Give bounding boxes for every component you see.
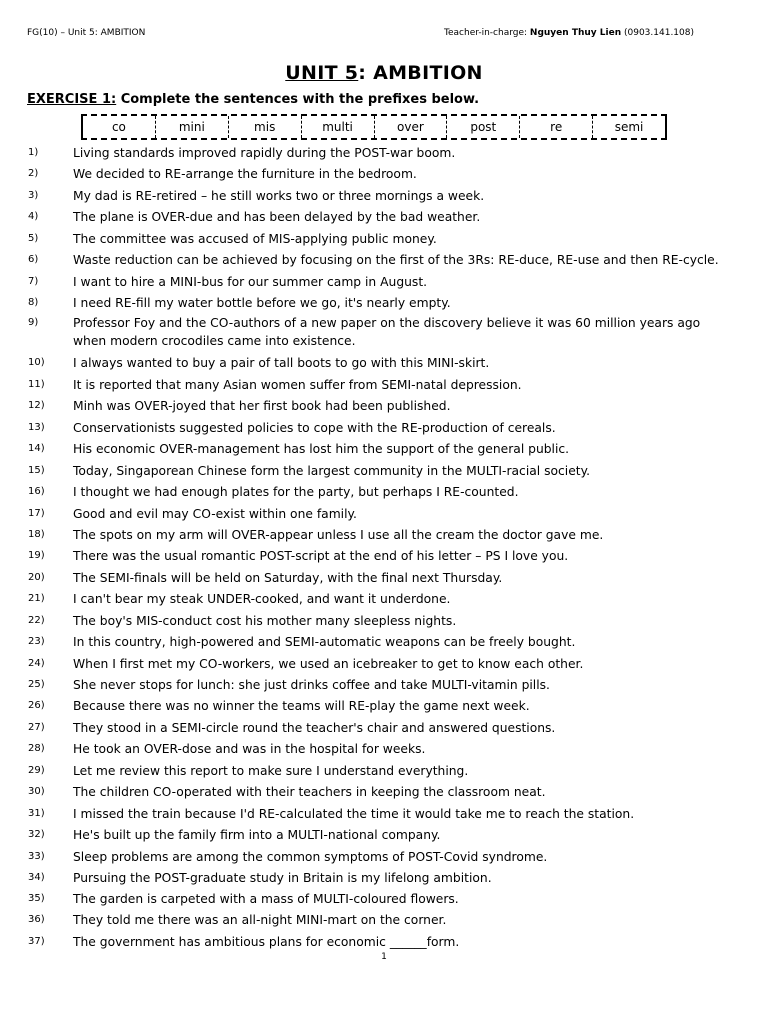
item-text: I missed the train because I'd RE-calculated the time it would take me to reach the station.: [73, 807, 635, 821]
item-text: When I first met my CO-workers, we used an icebreaker to get to know each other.: [73, 657, 584, 671]
item-number: 5): [28, 233, 39, 244]
item-text: It is reported that many Asian women suffer from SEMI-natal depression.: [73, 378, 522, 392]
item-text: They stood in a SEMI-circle round the teacher's chair and answered questions.: [73, 721, 556, 735]
item-text: He's built up the family firm into a MULTI-national company.: [73, 828, 441, 842]
item-number: 29): [28, 765, 45, 776]
title-unit: UNIT 5: [285, 62, 359, 84]
header-left: FG(10) – Unit 5: AMBITION: [27, 28, 146, 38]
item-number: 37): [28, 936, 45, 947]
item-number: 1): [28, 147, 39, 158]
item-text: There was the usual romantic POST-script at the end of his letter – PS I love you.: [73, 549, 569, 563]
item-text: The government has ambitious plans for economic ______form.: [73, 935, 460, 949]
prefix-cell: multi: [302, 116, 375, 138]
item-text: We decided to RE-arrange the furniture in the bedroom.: [73, 167, 417, 181]
item-text: In this country, high-powered and SEMI-automatic weapons can be freely bought.: [73, 635, 576, 649]
item-text: Waste reduction can be achieved by focusing on the first of the 3Rs: RE-duce, RE-use and then RE-cycle.: [73, 253, 719, 267]
teacher-label: Teacher-in-charge:: [444, 28, 528, 38]
exercise-instruction: Complete the sentences with the prefixes below.: [116, 92, 480, 107]
item-text: Good and evil may CO-exist within one family.: [73, 507, 357, 521]
teacher-name: Nguyen Thuy Lien: [529, 28, 622, 38]
item-number: 7): [28, 276, 39, 287]
item-number: 32): [28, 829, 45, 840]
item-text: The garden is carpeted with a mass of MULTI-coloured flowers.: [73, 892, 459, 906]
exercise-label: EXERCISE 1:: [27, 92, 117, 107]
item-number: 16): [28, 486, 45, 497]
prefix-cell: mini: [156, 116, 229, 138]
item-text: Today, Singaporean Chinese form the largest community in the MULTI-racial society.: [73, 464, 591, 478]
item-text: The children CO-operated with their teachers in keeping the classroom neat.: [73, 785, 546, 799]
item-text: I want to hire a MINI-bus for our summer camp in August.: [73, 275, 428, 289]
item-number: 19): [28, 550, 45, 561]
item-number: 26): [28, 700, 45, 711]
item-number: 12): [28, 400, 45, 411]
item-text: Living standards improved rapidly during the POST-war boom.: [73, 146, 456, 160]
item-number: 6): [28, 254, 39, 265]
item-text: Conservationists suggested policies to cope with the RE-production of cereals.: [73, 421, 556, 435]
item-number: 24): [28, 658, 45, 669]
prefix-cell: re: [520, 116, 593, 138]
item-number: 3): [28, 190, 39, 201]
item-text: His economic OVER-management has lost him the support of the general public.: [73, 442, 570, 456]
item-number: 30): [28, 786, 45, 797]
item-text: Professor Foy and the CO-authors of a new paper on the discovery believe it was 60 million years ago when modern crocodiles came into existence.: [73, 316, 701, 348]
item-text: The SEMI-finals will be held on Saturday, with the final next Thursday.: [73, 571, 503, 585]
item-text: Pursuing the POST-graduate study in Britain is my lifelong ambition.: [73, 871, 492, 885]
item-text: She never stops for lunch: she just drinks coffee and take MULTI-vitamin pills.: [73, 678, 550, 692]
item-number: 33): [28, 851, 45, 862]
prefix-cell: semi: [614, 120, 644, 134]
item-number: 23): [28, 636, 45, 647]
item-number: 36): [28, 914, 45, 925]
prefix-cell: co: [83, 116, 156, 138]
exercise-heading: [27, 92, 479, 107]
item-number: 27): [28, 722, 45, 733]
item-number: 4): [28, 211, 39, 222]
item-number: 21): [28, 593, 45, 604]
page-number: 1: [381, 952, 387, 962]
item-text: Minh was OVER-joyed that her first book had been published.: [73, 399, 451, 413]
item-text: I can't bear my steak UNDER-cooked, and want it underdone.: [73, 592, 451, 606]
header-right: [444, 28, 694, 38]
item-number: 35): [28, 893, 45, 904]
title-rest: : AMBITION: [358, 62, 483, 84]
prefix-cell: post: [447, 116, 520, 138]
item-number: 17): [28, 508, 45, 519]
item-number: 9): [28, 317, 39, 328]
item-text: Because there was no winner the teams will RE-play the game next week.: [73, 699, 530, 713]
item-text: The boy's MIS-conduct cost his mother many sleepless nights.: [73, 614, 457, 628]
item-text: I thought we had enough plates for the party, but perhaps I RE-counted.: [73, 485, 519, 499]
item-number: 2): [28, 168, 39, 179]
teacher-phone: (0903.141.108): [623, 28, 694, 38]
item-number: 22): [28, 615, 45, 626]
item-text: The plane is OVER-due and has been delayed by the bad weather.: [73, 210, 481, 224]
item-number: 13): [28, 422, 45, 433]
prefix-cell: over: [375, 116, 448, 138]
item-text: I need RE-fill my water bottle before we go, it's nearly empty.: [73, 296, 451, 310]
page-title: [0, 62, 768, 84]
item-text: They told me there was an all-night MINI-mart on the corner.: [73, 913, 447, 927]
item-number: 28): [28, 743, 45, 754]
item-number: 14): [28, 443, 45, 454]
item-number: 20): [28, 572, 45, 583]
item-text: The spots on my arm will OVER-appear unless I use all the cream the doctor gave me.: [73, 528, 604, 542]
prefix-box: [81, 114, 667, 140]
item-text: The committee was accused of MIS-applying public money.: [73, 232, 437, 246]
item-text: My dad is RE-retired – he still works two or three mornings a week.: [73, 189, 485, 203]
item-number: 8): [28, 297, 39, 308]
item-number: 11): [28, 379, 45, 390]
item-number: 15): [28, 465, 45, 476]
item-number: 31): [28, 808, 45, 819]
item-number: 10): [28, 357, 45, 368]
item-text: He took an OVER-dose and was in the hospital for weeks.: [73, 742, 426, 756]
item-text: Sleep problems are among the common symptoms of POST-Covid syndrome.: [73, 850, 548, 864]
prefix-cell: mis: [229, 116, 302, 138]
item-number: 34): [28, 872, 45, 883]
item-number: 18): [28, 529, 45, 540]
item-text: Let me review this report to make sure I understand everything.: [73, 764, 469, 778]
item-number: 25): [28, 679, 45, 690]
item-text: I always wanted to buy a pair of tall boots to go with this MINI-skirt.: [73, 356, 490, 370]
